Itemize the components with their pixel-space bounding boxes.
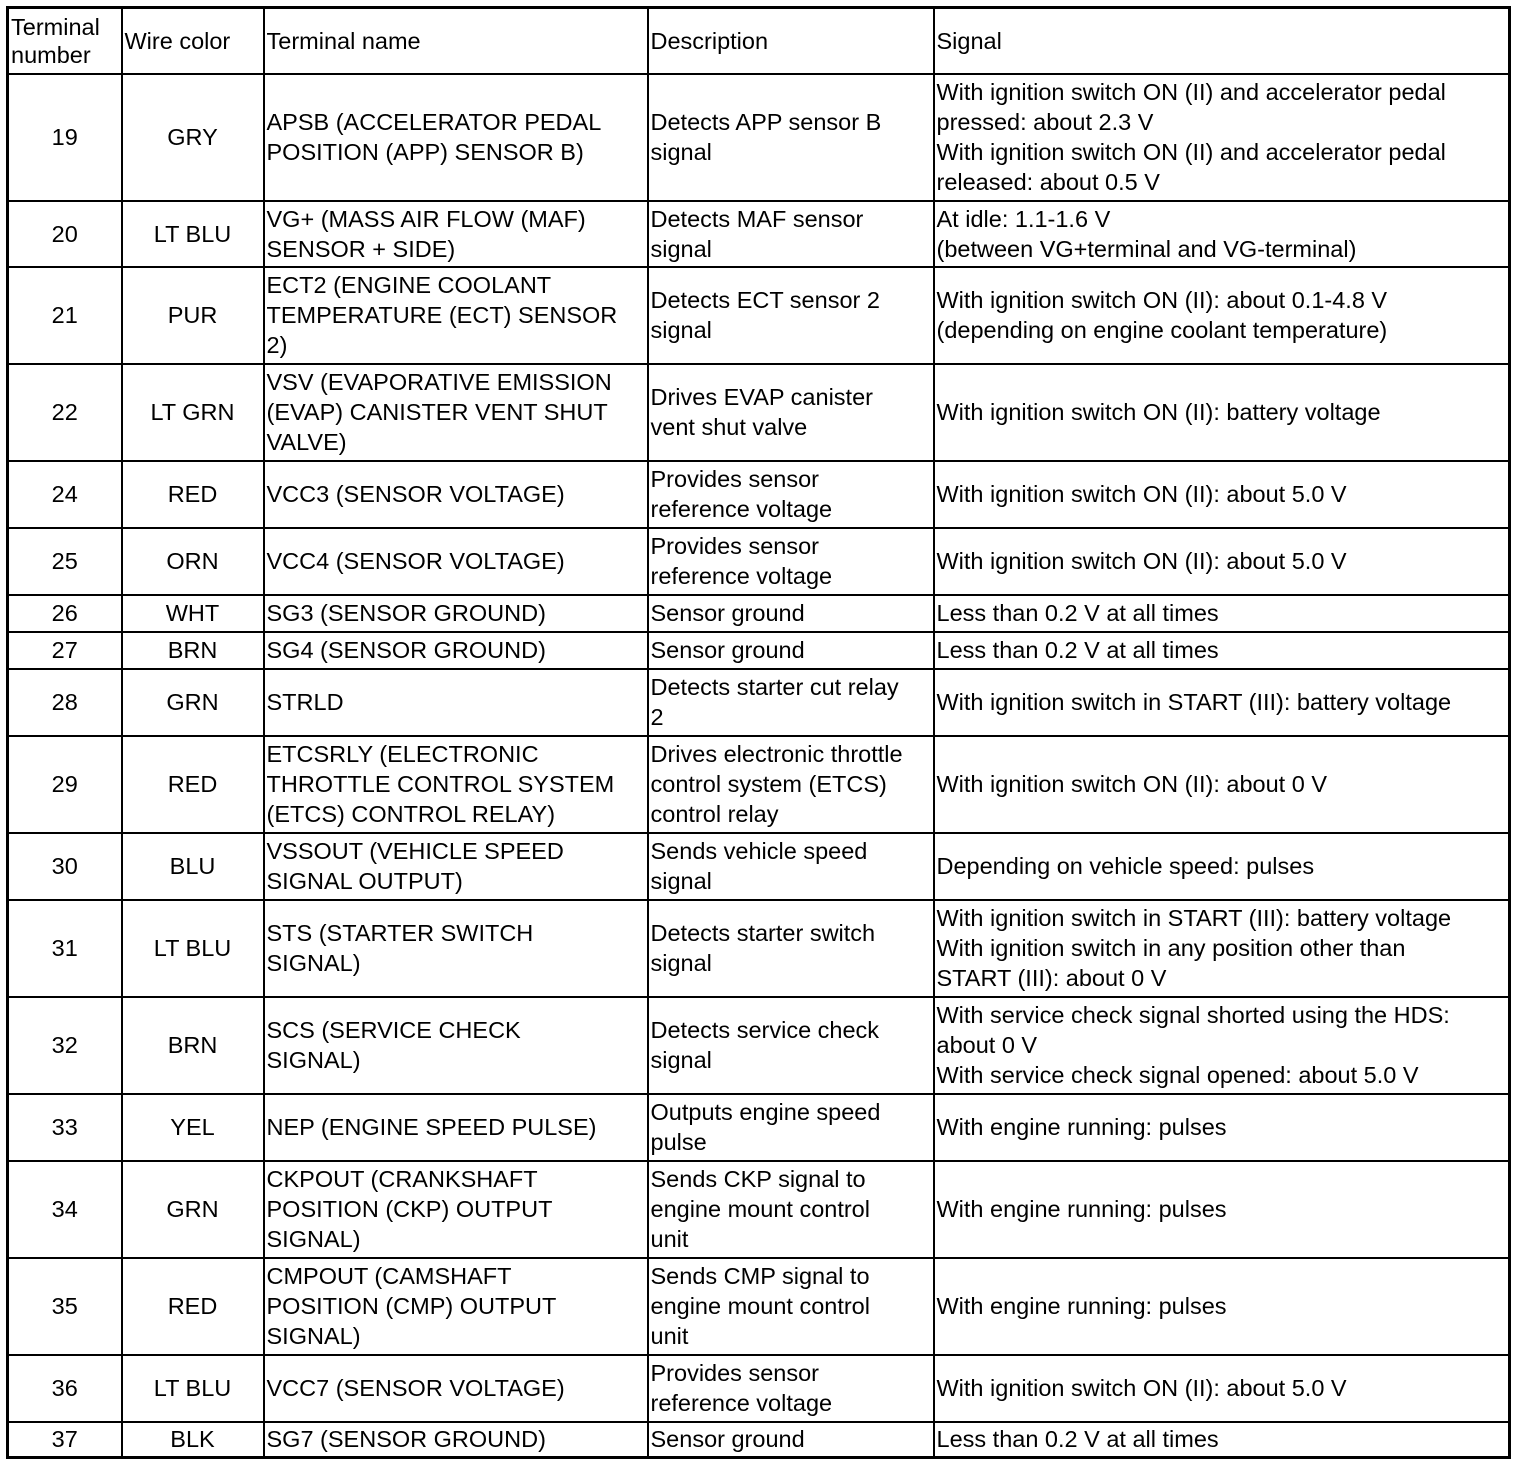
terminal-name-cell-line: (ETCS) CONTROL RELAY) [266, 801, 556, 827]
terminal-name-cell [264, 632, 648, 669]
signal-cell [934, 900, 1510, 997]
description-cell-line: reference voltage [650, 1390, 833, 1416]
signal-cell-line: With engine running: pulses [936, 1114, 1227, 1140]
description-cell-line: Sensor ground [650, 1426, 805, 1453]
terminal-number-cell: 37 [8, 1422, 122, 1458]
terminal-number-cell: 27 [8, 632, 122, 669]
terminal-name-cell-line: SENSOR + SIDE) [266, 235, 456, 262]
terminal-name-cell-line: POSITION (CMP) OUTPUT [266, 1293, 557, 1319]
description-cell-line: Sensor ground [650, 600, 805, 626]
signal-cell-line: pressed: about 2.3 V [936, 109, 1154, 135]
wire-color-cell: BRN [122, 997, 264, 1094]
terminal-name-cell-line: VCC4 (SENSOR VOLTAGE) [266, 548, 565, 574]
terminal-name-cell [264, 74, 648, 201]
terminal-name-cell-line: CMPOUT (CAMSHAFT [266, 1263, 512, 1289]
terminal-name-cell [264, 997, 648, 1094]
header-wire-color: Wire color [122, 8, 264, 74]
wire-color-cell: LT BLU [122, 201, 264, 267]
terminal-name-cell-line: SIGNAL) [266, 1226, 361, 1252]
table-row [8, 267, 1510, 364]
terminal-name-cell [264, 736, 648, 833]
signal-cell [934, 833, 1510, 900]
wire-color-cell: LT BLU [122, 900, 264, 997]
wire-color-cell: ORN [122, 528, 264, 595]
description-cell-line: Provides sensor [650, 533, 819, 559]
terminal-number-cell: 20 [8, 201, 122, 267]
signal-cell [934, 74, 1510, 201]
terminal-name-cell-line: SIGNAL) [266, 1323, 361, 1349]
table-row [8, 1094, 1510, 1161]
description-cell [648, 1422, 934, 1458]
terminal-name-cell-line: SG3 (SENSOR GROUND) [266, 600, 546, 626]
terminal-number-cell: 21 [8, 267, 122, 364]
terminal-number-cell: 22 [8, 364, 122, 461]
description-cell [648, 997, 934, 1094]
description-cell-line: reference voltage [650, 496, 833, 522]
description-cell-line: vent shut valve [650, 414, 808, 440]
terminal-name-cell-line: APSB (ACCELERATOR PEDAL [266, 109, 602, 135]
terminal-name-cell-line: TEMPERATURE (ECT) SENSOR [266, 302, 618, 328]
description-cell [648, 461, 934, 528]
terminal-table [6, 6, 1511, 1459]
description-cell-line: engine mount control [650, 1196, 870, 1222]
table-row [8, 528, 1510, 595]
signal-cell-line: With ignition switch ON (II): about 0.1-4.8 V [936, 287, 1388, 313]
signal-cell-line: Less than 0.2 V at all times [936, 1426, 1219, 1453]
description-cell-line: signal [650, 950, 712, 976]
terminal-name-cell [264, 669, 648, 736]
wire-color-cell: LT GRN [122, 364, 264, 461]
terminal-name-cell [264, 595, 648, 632]
wire-color-cell: RED [122, 461, 264, 528]
signal-cell-line: With ignition switch ON (II): about 5.0 V [936, 548, 1347, 574]
description-cell [648, 669, 934, 736]
terminal-name-cell-line: (EVAP) CANISTER VENT SHUT [266, 399, 608, 425]
table-row [8, 1161, 1510, 1258]
signal-cell [934, 736, 1510, 833]
terminal-name-cell-line: 2) [266, 332, 288, 358]
terminal-name-cell-line: VSSOUT (VEHICLE SPEED [266, 838, 564, 864]
terminal-number-cell: 28 [8, 669, 122, 736]
description-cell-line: Sends CMP signal to [650, 1263, 870, 1289]
terminal-name-cell-line: STS (STARTER SWITCH [266, 920, 534, 946]
terminal-name-cell [264, 461, 648, 528]
wire-color-cell: BLK [122, 1422, 264, 1458]
terminal-name-cell-line: VALVE) [266, 429, 347, 455]
terminal-name-cell [264, 528, 648, 595]
signal-cell-line: about 0 V [936, 1032, 1038, 1058]
description-cell-line: Detects service check [650, 1017, 880, 1043]
terminal-number-cell: 25 [8, 528, 122, 595]
signal-cell-line: With ignition switch ON (II): about 5.0 V [936, 481, 1347, 507]
terminal-name-cell [264, 1161, 648, 1258]
terminal-number-cell: 35 [8, 1258, 122, 1355]
wire-color-cell: GRN [122, 1161, 264, 1258]
table-row [8, 632, 1510, 669]
table-row [8, 1422, 1510, 1458]
table-row [8, 595, 1510, 632]
terminal-name-cell-line: POSITION (APP) SENSOR B) [266, 139, 584, 165]
terminal-name-cell-line: SCS (SERVICE CHECK [266, 1017, 521, 1043]
terminal-name-cell-line: ECT2 (ENGINE COOLANT [266, 272, 552, 298]
description-cell [648, 1355, 934, 1422]
description-cell [648, 900, 934, 997]
wire-color-cell: BLU [122, 833, 264, 900]
signal-cell-line: With service check signal shorted using the HDS: [936, 1002, 1450, 1028]
signal-cell [934, 997, 1510, 1094]
terminal-number-cell: 31 [8, 900, 122, 997]
signal-cell-line: With engine running: pulses [936, 1293, 1227, 1319]
description-cell-line: signal [650, 1047, 712, 1073]
terminal-name-cell-line: NEP (ENGINE SPEED PULSE) [266, 1114, 597, 1140]
description-cell [648, 1161, 934, 1258]
signal-cell [934, 632, 1510, 669]
signal-cell-line: With ignition switch ON (II) and accelerator pedal [936, 79, 1446, 105]
wire-color-cell: YEL [122, 1094, 264, 1161]
description-cell-line: Outputs engine speed [650, 1099, 881, 1125]
header-description: Description [648, 8, 934, 74]
terminal-name-cell-line: SIGNAL OUTPUT) [266, 868, 463, 894]
description-cell [648, 1094, 934, 1161]
terminal-number-cell: 36 [8, 1355, 122, 1422]
terminal-number-cell: 19 [8, 74, 122, 201]
terminal-name-cell [264, 364, 648, 461]
signal-cell [934, 595, 1510, 632]
wire-color-cell: GRN [122, 669, 264, 736]
description-cell-line: control relay [650, 801, 779, 827]
table-row [8, 1355, 1510, 1422]
wire-color-cell: BRN [122, 632, 264, 669]
signal-cell-line: Less than 0.2 V at all times [936, 637, 1219, 663]
signal-cell [934, 1422, 1510, 1458]
wire-color-cell: WHT [122, 595, 264, 632]
signal-cell-line: At idle: 1.1-1.6 V [936, 205, 1111, 232]
table-row [8, 1258, 1510, 1355]
description-cell-line: reference voltage [650, 563, 833, 589]
signal-cell-line: Depending on vehicle speed: pulses [936, 853, 1315, 879]
description-cell [648, 201, 934, 267]
description-cell [648, 632, 934, 669]
description-cell-line: Detects starter cut relay [650, 674, 899, 700]
description-cell [648, 833, 934, 900]
signal-cell-line: released: about 0.5 V [936, 169, 1160, 195]
description-cell-line: Detects starter switch [650, 920, 876, 946]
terminal-number-cell: 34 [8, 1161, 122, 1258]
terminal-number-cell: 26 [8, 595, 122, 632]
description-cell-line: signal [650, 317, 712, 343]
terminal-name-cell-line: ETCSRLY (ELECTRONIC [266, 741, 539, 767]
table-row [8, 74, 1510, 201]
description-cell-line: Sends CKP signal to [650, 1166, 866, 1192]
terminal-number-cell: 33 [8, 1094, 122, 1161]
description-cell [648, 1258, 934, 1355]
wire-color-cell: RED [122, 1258, 264, 1355]
table-row [8, 364, 1510, 461]
signal-cell [934, 1355, 1510, 1422]
terminal-name-cell-line: STRLD [266, 689, 344, 715]
header-terminal-name: Terminal name [264, 8, 648, 74]
terminal-name-cell [264, 1422, 648, 1458]
table-row [8, 833, 1510, 900]
header-terminal-number: Terminal number [8, 8, 122, 74]
description-cell [648, 595, 934, 632]
signal-cell-line: (between VG+terminal and VG-terminal) [936, 235, 1357, 262]
table-row [8, 201, 1510, 267]
signal-cell-line: With service check signal opened: about 5.0 V [936, 1062, 1419, 1088]
header-signal: Signal [934, 8, 1510, 74]
terminal-name-cell-line: SG4 (SENSOR GROUND) [266, 637, 546, 663]
description-cell-line: pulse [650, 1129, 707, 1155]
terminal-name-cell-line: SIGNAL) [266, 1047, 361, 1073]
terminal-number-cell: 30 [8, 833, 122, 900]
signal-cell-line: With ignition switch in START (III): battery voltage [936, 689, 1452, 715]
signal-cell [934, 1094, 1510, 1161]
table-row [8, 736, 1510, 833]
signal-cell [934, 461, 1510, 528]
description-cell-line: control system (ETCS) [650, 771, 887, 797]
signal-cell-line: (depending on engine coolant temperature) [936, 317, 1388, 343]
terminal-name-cell [264, 1355, 648, 1422]
signal-cell-line: With ignition switch ON (II): battery voltage [936, 399, 1381, 425]
signal-cell [934, 201, 1510, 267]
signal-cell-line: With ignition switch ON (II): about 0 V [936, 771, 1328, 797]
signal-cell [934, 1258, 1510, 1355]
description-cell [648, 267, 934, 364]
description-cell [648, 74, 934, 201]
description-cell-line: Provides sensor [650, 466, 819, 492]
description-cell-line: Drives EVAP canister [650, 384, 873, 410]
terminal-number-cell: 32 [8, 997, 122, 1094]
table-row [8, 461, 1510, 528]
terminal-name-cell-line: CKPOUT (CRANKSHAFT [266, 1166, 538, 1192]
description-cell-line: unit [650, 1323, 689, 1349]
terminal-name-cell-line: SG7 (SENSOR GROUND) [266, 1426, 546, 1453]
terminal-name-cell [264, 1258, 648, 1355]
description-cell-line: Provides sensor [650, 1360, 819, 1386]
description-cell-line: Detects ECT sensor 2 [650, 287, 880, 313]
description-cell-line: unit [650, 1226, 689, 1252]
table-row [8, 900, 1510, 997]
terminal-name-cell-line: VG+ (MASS AIR FLOW (MAF) [266, 205, 586, 232]
signal-cell-line: With ignition switch ON (II) and accelerator pedal [936, 139, 1446, 165]
description-cell-line: signal [650, 868, 712, 894]
signal-cell-line: With engine running: pulses [936, 1196, 1227, 1222]
signal-cell-line: With ignition switch in START (III): battery voltage [936, 905, 1452, 931]
table-row [8, 669, 1510, 736]
description-cell-line: signal [650, 235, 712, 262]
terminal-name-cell-line: POSITION (CKP) OUTPUT [266, 1196, 553, 1222]
signal-cell [934, 364, 1510, 461]
signal-cell [934, 267, 1510, 364]
terminal-name-cell [264, 1094, 648, 1161]
signal-cell-line: With ignition switch ON (II): about 5.0 V [936, 1375, 1347, 1401]
table-row [8, 997, 1510, 1094]
terminal-name-cell-line: VCC7 (SENSOR VOLTAGE) [266, 1375, 565, 1401]
terminal-name-cell [264, 201, 648, 267]
description-cell [648, 364, 934, 461]
wire-color-cell: RED [122, 736, 264, 833]
terminal-name-cell [264, 833, 648, 900]
wire-color-cell: GRY [122, 74, 264, 201]
terminal-name-cell-line: SIGNAL) [266, 950, 361, 976]
terminal-name-cell-line: VSV (EVAPORATIVE EMISSION [266, 369, 612, 395]
description-cell-line: signal [650, 139, 712, 165]
terminal-name-cell [264, 267, 648, 364]
description-cell-line: Sensor ground [650, 637, 805, 663]
terminal-number-cell: 24 [8, 461, 122, 528]
terminal-number-cell: 29 [8, 736, 122, 833]
signal-cell-line: With ignition switch in any position other than [936, 935, 1406, 961]
description-cell-line: Detects APP sensor B [650, 109, 882, 135]
wire-color-cell: PUR [122, 267, 264, 364]
signal-cell [934, 1161, 1510, 1258]
terminal-name-cell-line: VCC3 (SENSOR VOLTAGE) [266, 481, 565, 507]
signal-cell-line: Less than 0.2 V at all times [936, 600, 1219, 626]
terminal-name-cell-line: THROTTLE CONTROL SYSTEM [266, 771, 615, 797]
wire-color-cell: LT BLU [122, 1355, 264, 1422]
description-cell-line: Sends vehicle speed [650, 838, 868, 864]
description-cell-line: Detects MAF sensor [650, 205, 864, 232]
description-cell-line: Drives electronic throttle [650, 741, 903, 767]
header-row [8, 8, 1510, 74]
description-cell-line: 2 [650, 704, 664, 730]
signal-cell [934, 528, 1510, 595]
terminal-name-cell [264, 900, 648, 997]
description-cell [648, 528, 934, 595]
description-cell [648, 736, 934, 833]
description-cell-line: engine mount control [650, 1293, 870, 1319]
signal-cell-line: START (III): about 0 V [936, 965, 1167, 991]
signal-cell [934, 669, 1510, 736]
